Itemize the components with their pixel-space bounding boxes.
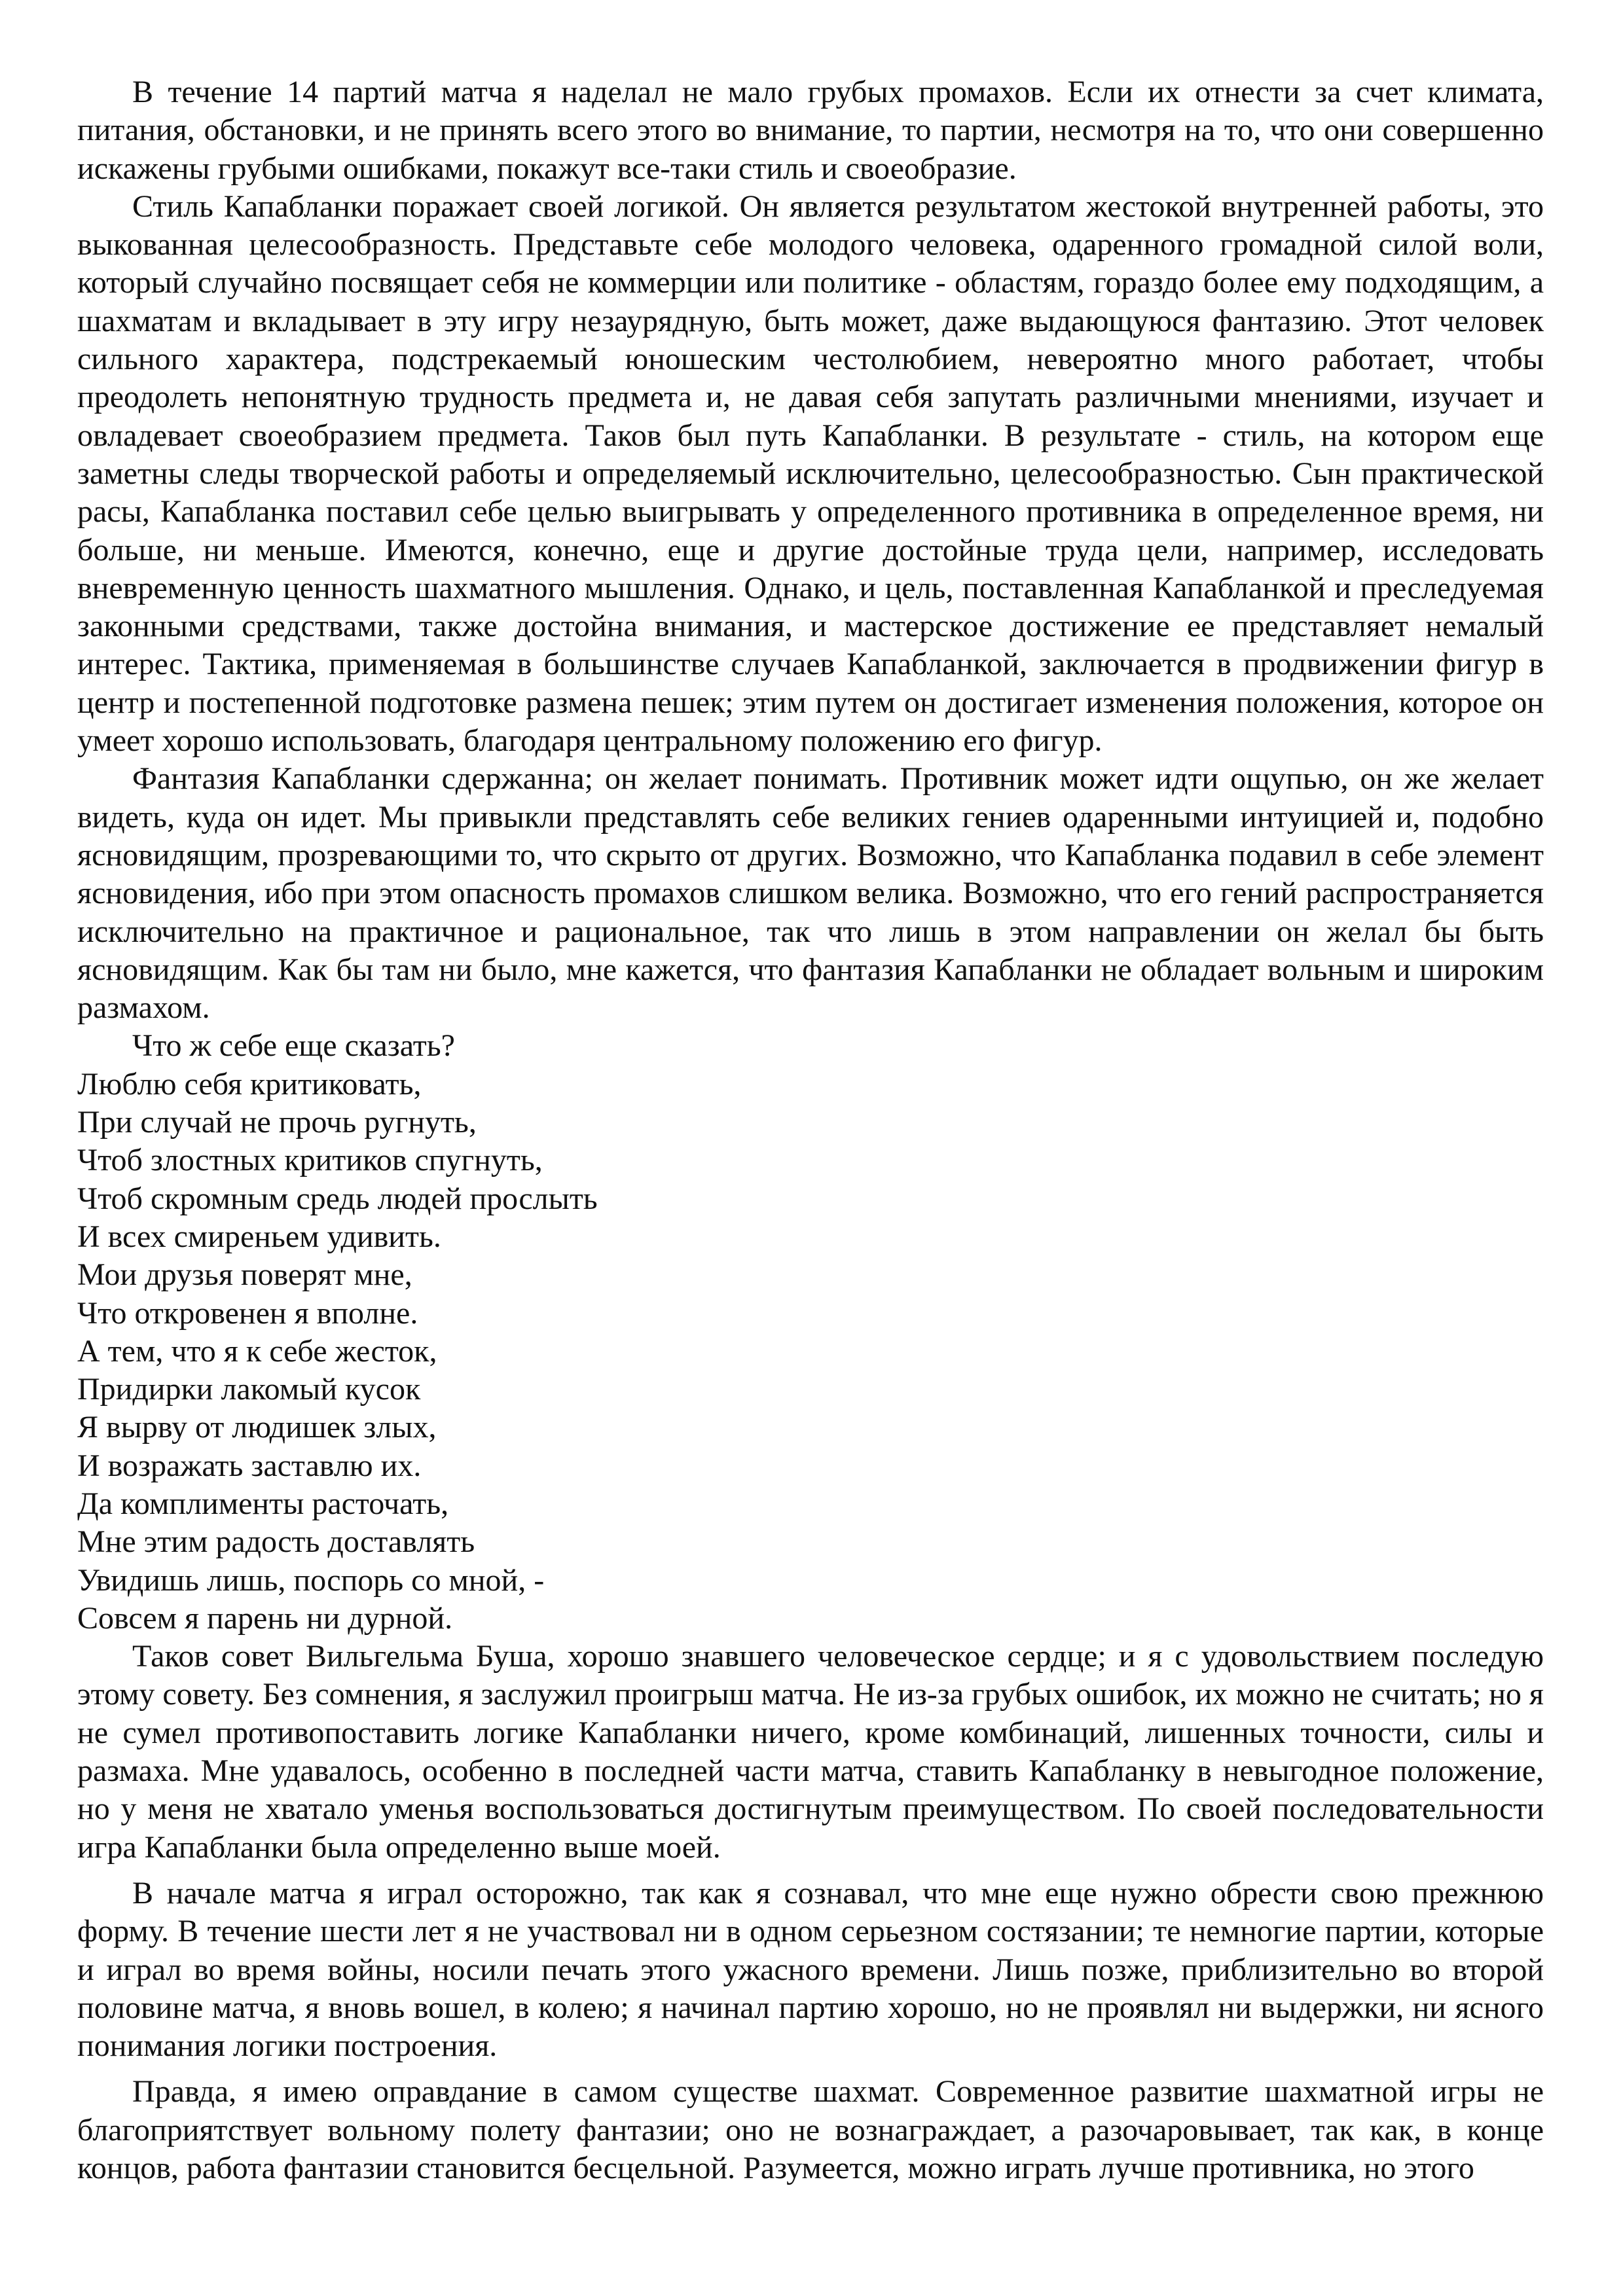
- poem-line: И возражать заставлю их.: [77, 1448, 422, 1483]
- poem-line: Совсем я парень ни дурной.: [77, 1600, 453, 1636]
- paragraph-1: В течение 14 партий матча я наделал не мало грубых промахов. Если их отнести за счет климата, питания, обстановки, и не принять всего этого во внимание, то партии, несмотря на то, что они совершенно искажены грубыми ошибками, покажут все-таки стиль и своеобразие.: [77, 75, 1544, 186]
- poem-line: Придирки лакомый кусок: [77, 1372, 421, 1407]
- paragraph-6: Правда, я имею оправдание в самом существе шахмат. Современное развитие шахматной игры не благоприятствует вольному полету фантазии; оно не вознаграждает, а разочаровывает, так как, в конце концов, работа фантазии становится бесцельной. Разумеется, можно играть лучше противника, но этого: [77, 2074, 1544, 2186]
- paragraph-3: Фантазия Капабланки сдержанна; он желает понимать. Противник может идти ощупью, он же желает видеть, куда он идет. Мы привыкли представлять себе великих гениев одаренными интуицией и, подобно ясновидящим, прозревающими то, что скрыто от других. Возможно, что Капабланка подавил в себе элемент ясновидения, ибо при этом опасность промахов слишком велика. Возможно, что его гений распространяется исключительно на практичное и рациональное, так что лишь в этом направлении он желал бы быть ясновидящим. Как бы там ни было, мне кажется, что фантазия Капабланки не обладает вольным и широким размахом.: [77, 761, 1544, 1026]
- poem-line: Что откровенен я вполне.: [77, 1295, 418, 1331]
- poem-intro: Что ж себе еще сказать?: [132, 1028, 455, 1064]
- poem-line: Да комплименты расточать,: [77, 1486, 449, 1521]
- poem-line: Мне этим радость доставлять: [77, 1524, 475, 1560]
- paragraph-4: Таков совет Вильгельма Буша, хорошо знавшего человеческое сердце; и я с удовольствием последую этому совету. Без сомнения, я заслужил проигрыш матча. Не из-за грубых ошибок, их можно не считать; но я не сумел противопоставить логике Капабланки ничего, кроме комбинаций, лишенных точности, силы и размаха. Мне удавалось, особенно в последней части матча, ставить Капабланку в невыгодное положение, но у меня не хватало уменья воспользоваться достигнутым преимуществом. По своей последовательности игра Капабланки была определенно выше моей.: [77, 1639, 1544, 1865]
- paragraph-2: Стиль Капабланки поражает своей логикой. Он является результатом жестокой внутренней работы, это выкованная целесообразность. Представьте себе молодого человека, одаренного громадной силой воли, который случайно посвящает себя не коммерции или политике - областям, гораздо более ему подходящим, а шахматам и вкладывает в эту игру незаурядную, быть может, даже выдающуюся фантазию. Этот человек сильного характера, подстрекаемый юношеским честолюбием, невероятно много работает, чтобы преодолеть непонятную трудность предмета и, не давая себя запутать различными мнениями, изучает и овладевает своеобразием предмета. Таков был путь Капабланки. В результате - стиль, на котором еще заметны следы творческой работы и определяемый исключительно, целесообразностью. Сын практической расы, Капабланка поставил себе целью выигрывать у определенного противника в определенное время, ни больше, ни меньше. Имеются, конечно, еще и другие достойные труда цели, например, исследовать вневременную ценность шахматного мышления. Однако, и цель, поставленная Капабланкой и преследуемая законными средствами, также достойна внимания, и мастерское достижение ее представляет немалый интерес. Тактика, применяемая в большинстве случаев Капабланкой, заключается в продвижении фигур в центр и постепенной подготовке размена пешек; этим путем он достигает изменения положения, которое он умеет хорошо использовать, благодаря центральному положению его фигур.: [77, 188, 1544, 759]
- poem-line: Чтоб злостных критиков спугнуть,: [77, 1143, 543, 1178]
- poem-line: И всех смиреньем удивить.: [77, 1219, 441, 1254]
- poem-line: А тем, что я к себе жесток,: [77, 1333, 437, 1369]
- poem-line: Я вырву от людишек злых,: [77, 1410, 437, 1445]
- poem-line: Чтоб скромным средь людей прослыть: [77, 1181, 598, 1216]
- poem-line: При случай не прочь ругнуть,: [77, 1105, 477, 1140]
- poem-line: Увидишь лишь, поспорь со мной, -: [77, 1562, 545, 1598]
- poem: [77, 1066, 1544, 1638]
- paragraph-5: В начале матча я играл осторожно, так как я сознавал, что мне еще нужно обрести свою прежнюю форму. В течение шести лет я не участвовал ни в одном серьезном состязании; те немногие партии, которые и играл во время войны, носили печать этого ужасного времени. Лишь позже, приблизительно во второй половине матча, я вновь вошел, в колею; я начинал партию хорошо, но не проявлял ни выдержки, ни ясного понимания логики построения.: [77, 1875, 1544, 2064]
- poem-line: Люблю себя критиковать,: [77, 1066, 422, 1102]
- document-page: [77, 73, 1544, 2187]
- poem-line: Мои друзья поверят мне,: [77, 1257, 412, 1293]
